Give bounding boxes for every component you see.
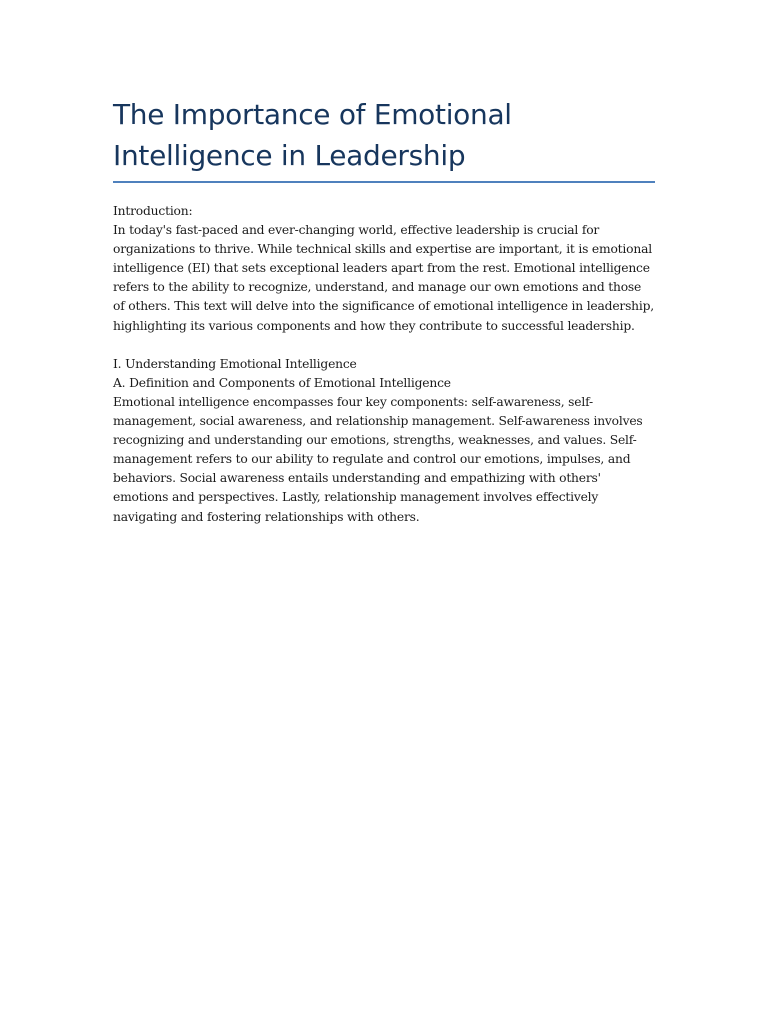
section-paragraph: Emotional intelligence encompasses four key components: self-awareness, self-management, social awareness, and relationship management. Self-awareness involves recognizing and understanding our emotions, strengths, weaknesses, and values. Self-management refers to our ability to regulate and control our emotions, impulses, and behaviors. Social awareness entails understanding and empathizing with others' emotions and perspectives. Lastly, relationship management involves effectively navigating and fostering relationships with others. bbox=[113, 394, 643, 524]
document-title: The Importance of Emotional Intelligence in Leadership bbox=[113, 98, 512, 172]
document-body bbox=[113, 202, 655, 527]
paragraph-spacer bbox=[113, 336, 655, 355]
intro-paragraph: In today's fast-paced and ever-changing world, effective leadership is crucial for organizations to thrive. While technical skills and expertise are important, it is emotional intelligence (EI) that sets exceptional leaders apart from the rest. Emotional intelligence refers to the ability to recognize, understand, and manage our own emotions and those of others. This text will delve into the significance of emotional intelligence in leadership, highlighting its various components and how they contribute to successful leadership. bbox=[113, 223, 655, 333]
document-page bbox=[113, 94, 655, 527]
intro-heading: Introduction: bbox=[113, 204, 193, 218]
title-underline-divider bbox=[113, 181, 655, 183]
section-subheading: A. Definition and Components of Emotional Intelligence bbox=[113, 375, 451, 390]
section-heading: I. Understanding Emotional Intelligence bbox=[113, 356, 357, 371]
